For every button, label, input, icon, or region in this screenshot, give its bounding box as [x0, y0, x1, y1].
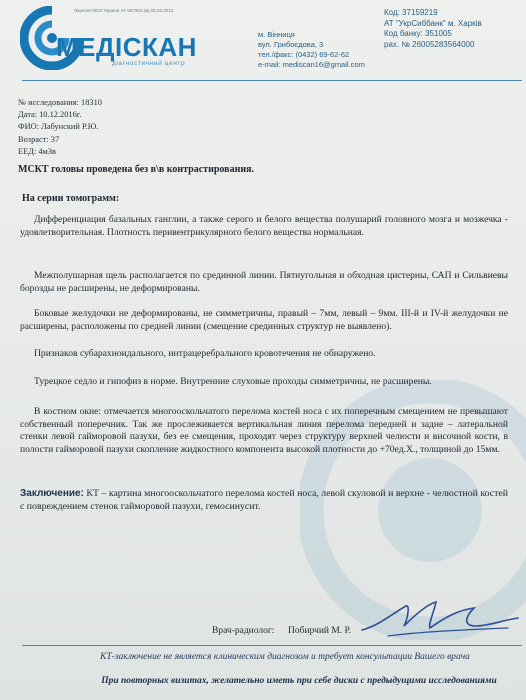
findings-paragraph: Дифференциация базальных ганглии, а также серого и белого вещества полушарий головного мозга и мозжечка - удовлетворительная. Плотность перивентрикулярного белого вещества нормальная.: [20, 214, 508, 238]
conclusion: [20, 488, 508, 514]
bank-line: Код банку: 351005: [384, 29, 452, 38]
address-line: м. Вінниця: [258, 30, 295, 39]
report-title: МСКТ головы проведена без в\в контрастирования.: [18, 164, 255, 175]
company-address: [258, 30, 365, 70]
bank-line: рах. № 26005283564000: [384, 39, 475, 49]
study-date: Дата: 10.12.2016г.: [18, 110, 82, 120]
address-line: e-mail: mediscan16@gmail.com: [258, 60, 365, 69]
patient-name: ФИО: Лабунский Р.Ю.: [18, 122, 99, 132]
address-line: вул. Грибоєдова, 3: [258, 40, 324, 49]
findings-paragraph: Признаков субарахноидального, интрацеребрального кровотечения не обнаружено.: [34, 348, 376, 359]
footer-divider: [22, 645, 522, 646]
study-number: № исследования: 18310: [18, 98, 102, 107]
findings-paragraph: Межполушарная щель располагается по срединной линии. Пятиугольная и обходная цистерны, САП и Сильвиевы борозды не расширены, не деформированы.: [20, 270, 508, 294]
patient-age: Возраст: 37: [18, 134, 60, 144]
signature-label: Врач-радиолог:: [212, 626, 275, 636]
findings-heading: На серии томограмм:: [22, 193, 120, 204]
disclaimer-note: КТ-заключение не является клиническим диагнозом и требует консультации Вашего врача: [100, 652, 470, 662]
bank-line: Код: 37159219: [384, 8, 438, 17]
repeat-visit-note: При повторных визитах, желательно иметь при себе диски с предыдущими исследованиями: [101, 676, 497, 686]
findings-paragraph: Турецкое седло и гипофиз в норме. Внутренние слуховые проходы симметричны, не расширены.: [34, 376, 432, 387]
address-line: тел./факс: (0432) 69-62-62: [258, 50, 350, 59]
bank-details: [384, 8, 482, 50]
radiologist-name: Побирчий М. Р.: [288, 626, 352, 636]
findings-paragraph: Боковые желудочки не деформированы, не симметричны, правый – 7мм, левый – 9мм. III-й и IV-й желудочки не расширены, расположены по средней линии (смещение срединных структур не выявлено).: [20, 308, 508, 332]
bank-line: АТ "УкрСиббанк" м. Харків: [384, 18, 482, 28]
license-text: Ліцензія МОЗ України АГ 597004 від 06.03.2012: [74, 8, 174, 13]
logo-name: МЕДІСКАН: [56, 32, 197, 62]
company-logo: [20, 6, 230, 74]
findings-paragraph: В костном окне: отмечается многооскольчатого перелома костей носа с их поперечным смещением не превышают собственный поперечник. Так же прослеживается вертикальная линия перелома передней и задне – латеральной стенки левой гайморовой пазухи, без ее смещения, проходят через структуру верхней челюсти и височной кости, в полости гайморовой пазухи скопление жидкостного компонента высокой плотности до +70ед.Х., толщиной до 15мм.: [20, 406, 508, 455]
conclusion-label: Заключение:: [20, 488, 84, 499]
header-divider: [22, 80, 522, 81]
effective-dose: ЕЕД: 4мЗв: [18, 146, 57, 156]
logo-subtitle: діагностичний центр: [112, 60, 186, 67]
patient-info: [18, 97, 102, 158]
handwritten-signature: [358, 596, 522, 646]
conclusion-text: КТ – картина многооскольчатого перелома костей носа, левой скуловой и верхне - челюстной костей с повреждением стенок гайморовой пазухи, гемосинусит.: [20, 488, 508, 512]
